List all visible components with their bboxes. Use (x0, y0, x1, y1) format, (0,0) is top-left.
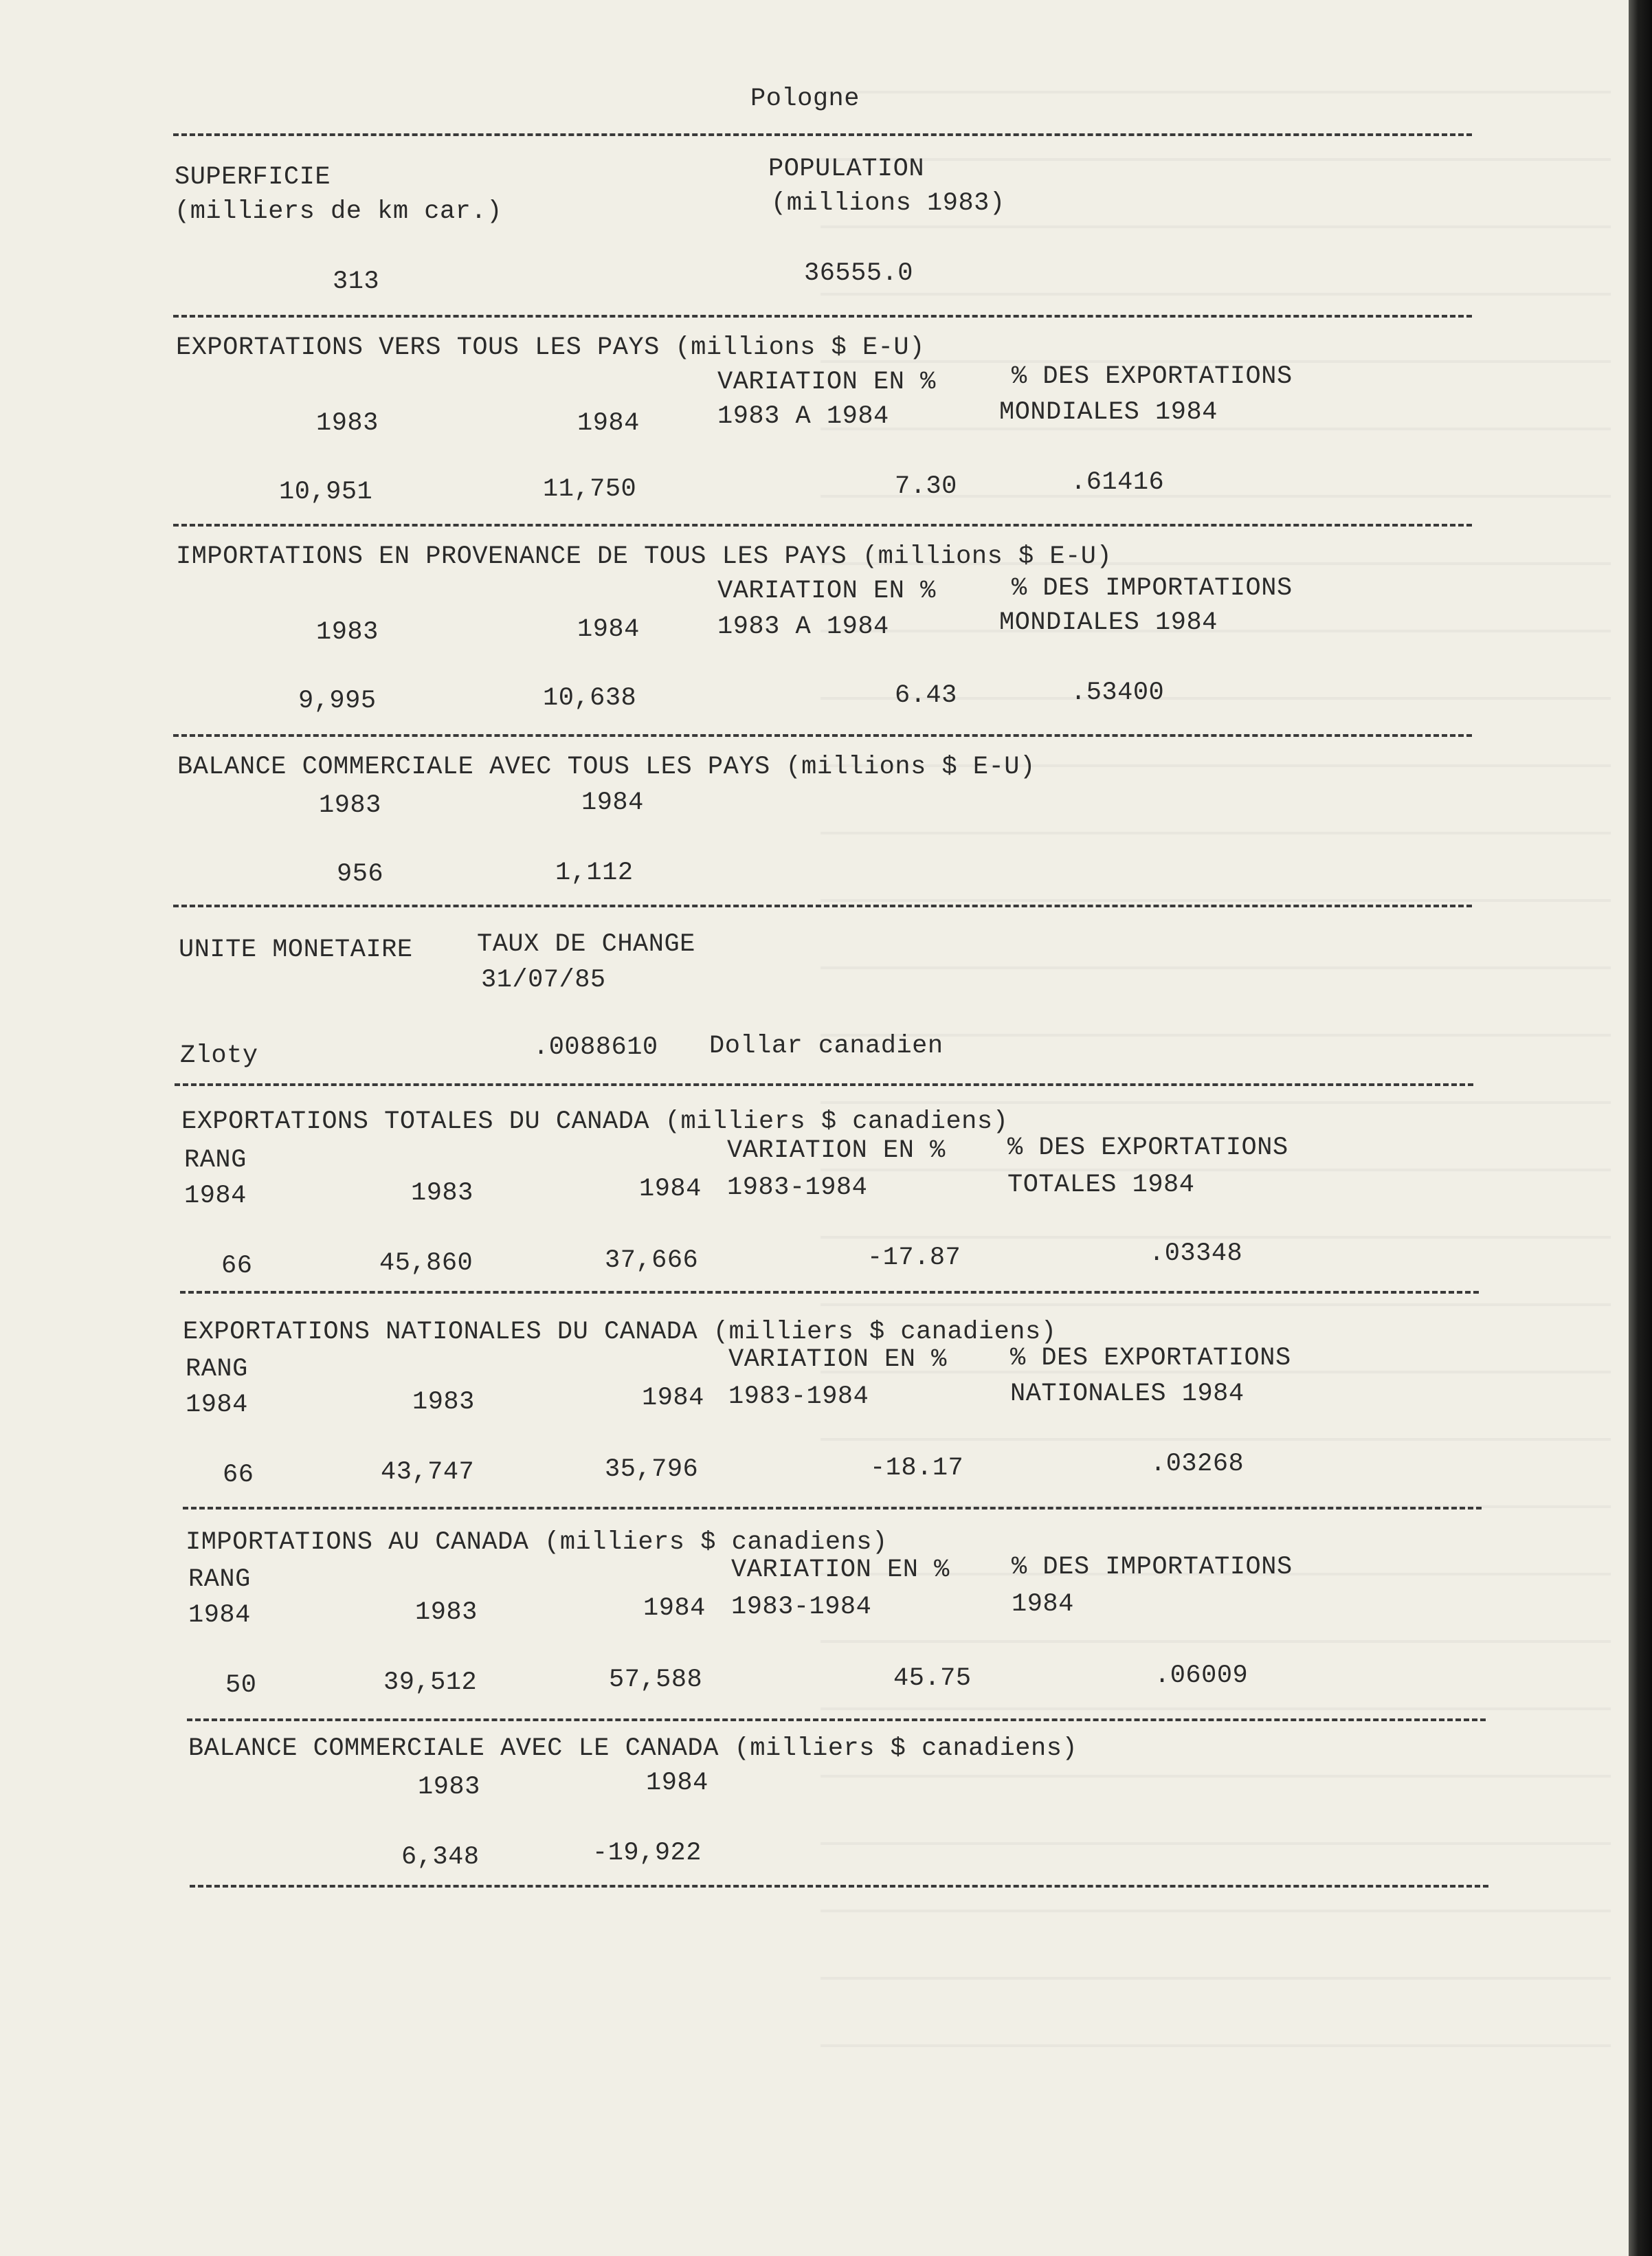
divider (175, 1083, 1473, 1086)
world-balance-year-1983-header: 1983 (319, 791, 381, 820)
canada-national-exports-rank-header: RANG (186, 1355, 248, 1384)
world-exports-year-1983-header: 1983 (316, 409, 379, 438)
canada-national-exports-rank-value: 66 (223, 1461, 254, 1490)
world-balance-1983-value: 956 (337, 860, 384, 889)
divider (173, 133, 1472, 136)
currency-unit-header: UNITE MONETAIRE (179, 936, 413, 964)
canada-balance-1983-value: 6,348 (401, 1843, 480, 1872)
divider (183, 1507, 1482, 1509)
world-balance-title: BALANCE COMMERCIALE AVEC TOUS LES PAYS (millions $ E-U) (177, 753, 1036, 782)
world-exports-variation-header: VARIATION EN % (717, 368, 936, 397)
world-exports-period-header: 1983 A 1984 (717, 402, 889, 431)
canada-imports-variation-value: 45.75 (893, 1664, 972, 1693)
canada-balance-year-1984-header: 1984 (646, 1769, 708, 1798)
divider (173, 524, 1472, 527)
canada-total-exports-variation-value: -17.87 (867, 1243, 961, 1272)
canada-national-exports-period-header: 1983-1984 (728, 1382, 869, 1411)
canada-total-exports-year-1984-header: 1984 (639, 1175, 702, 1204)
world-imports-1983-value: 9,995 (298, 687, 377, 716)
canada-national-exports-year-1983-header: 1983 (412, 1388, 475, 1417)
canada-imports-share-header-2: 1984 (1012, 1590, 1074, 1619)
world-imports-year-1984-header: 1984 (577, 615, 640, 644)
canada-imports-rank-year-header: 1984 (188, 1601, 251, 1630)
canada-national-exports-share-header: % DES EXPORTATIONS (1010, 1344, 1291, 1373)
canada-national-exports-rank-year-header: 1984 (186, 1391, 248, 1419)
world-exports-variation-value: 7.30 (895, 472, 957, 501)
binding-edge-shadow (1629, 0, 1652, 2256)
area-unit: (milliers de km car.) (175, 197, 502, 226)
canada-imports-title: IMPORTATIONS AU CANADA (milliers $ canadiens) (186, 1528, 888, 1557)
exchange-rate-reference: Dollar canadien (709, 1032, 944, 1061)
canada-balance-year-1983-header: 1983 (418, 1773, 480, 1802)
canada-imports-rank-value: 50 (225, 1671, 257, 1700)
canada-total-exports-share-header-2: TOTALES 1984 (1007, 1171, 1195, 1199)
world-imports-variation-header: VARIATION EN % (717, 577, 936, 606)
canada-total-exports-rank-year-header: 1984 (184, 1182, 247, 1210)
world-exports-title: EXPORTATIONS VERS TOUS LES PAYS (millions $ E-U) (176, 333, 925, 362)
canada-imports-rank-header: RANG (188, 1565, 251, 1594)
world-imports-year-1983-header: 1983 (316, 618, 379, 647)
canada-total-exports-rank-header: RANG (184, 1146, 247, 1175)
canada-imports-period-header: 1983-1984 (731, 1593, 872, 1622)
canada-national-exports-year-1984-header: 1984 (642, 1384, 704, 1413)
divider (173, 734, 1472, 737)
canada-national-exports-share-value: .03268 (1150, 1450, 1244, 1479)
canada-imports-1983-value: 39,512 (383, 1668, 478, 1697)
canada-total-exports-variation-header: VARIATION EN % (727, 1136, 946, 1165)
population-label: POPULATION (768, 155, 925, 184)
canada-national-exports-1984-value: 35,796 (605, 1455, 699, 1484)
canada-national-exports-share-header-2: NATIONALES 1984 (1010, 1380, 1244, 1408)
world-imports-title: IMPORTATIONS EN PROVENANCE DE TOUS LES PAYS (millions $ E-U) (176, 542, 1113, 571)
canada-balance-title: BALANCE COMMERCIALE AVEC LE CANADA (milliers $ canadiens) (188, 1734, 1078, 1763)
divider (180, 1291, 1479, 1294)
world-exports-share-header-2: MONDIALES 1984 (999, 398, 1218, 427)
world-balance-year-1984-header: 1984 (581, 788, 644, 817)
divider (190, 1885, 1488, 1888)
currency-unit-value: Zloty (180, 1041, 258, 1070)
canada-national-exports-1983-value: 43,747 (381, 1458, 475, 1487)
world-imports-share-value: .53400 (1071, 678, 1165, 707)
canada-total-exports-share-value: .03348 (1149, 1239, 1243, 1268)
world-imports-1984-value: 10,638 (543, 684, 637, 713)
canada-total-exports-title: EXPORTATIONS TOTALES DU CANADA (milliers $ canadiens) (181, 1107, 1009, 1136)
exchange-rate-date: 31/07/85 (481, 966, 606, 995)
canada-national-exports-variation-header: VARIATION EN % (728, 1345, 947, 1374)
divider (173, 315, 1472, 318)
canada-total-exports-1984-value: 37,666 (605, 1246, 699, 1275)
canada-imports-variation-header: VARIATION EN % (731, 1556, 950, 1584)
world-balance-1984-value: 1,112 (555, 859, 634, 887)
exchange-rate-value: .0088610 (533, 1033, 658, 1062)
canada-national-exports-title: EXPORTATIONS NATIONALES DU CANADA (milliers $ canadiens) (183, 1318, 1057, 1347)
world-imports-period-header: 1983 A 1984 (717, 612, 889, 641)
divider (187, 1718, 1486, 1721)
canada-national-exports-variation-value: -18.17 (870, 1454, 964, 1483)
world-exports-year-1984-header: 1984 (577, 409, 640, 438)
world-imports-variation-value: 6.43 (895, 681, 957, 710)
canada-balance-1984-value: -19,922 (592, 1839, 702, 1868)
world-exports-share-header: % DES EXPORTATIONS (1012, 362, 1293, 391)
canada-total-exports-period-header: 1983-1984 (727, 1173, 868, 1202)
area-value: 313 (333, 267, 380, 296)
world-exports-share-value: .61416 (1071, 468, 1165, 497)
canada-imports-share-header: % DES IMPORTATIONS (1012, 1553, 1293, 1582)
population-unit: (millions 1983) (771, 189, 1005, 218)
exchange-rate-header: TAUX DE CHANGE (477, 930, 695, 959)
world-exports-1983-value: 10,951 (279, 478, 373, 507)
canada-total-exports-year-1983-header: 1983 (411, 1179, 473, 1208)
world-imports-share-header: % DES IMPORTATIONS (1012, 574, 1293, 603)
population-value: 36555.0 (804, 259, 913, 288)
canada-imports-year-1984-header: 1984 (643, 1594, 706, 1623)
world-exports-1984-value: 11,750 (543, 475, 637, 504)
canada-total-exports-share-header: % DES EXPORTATIONS (1007, 1133, 1288, 1162)
canada-imports-share-value: .06009 (1154, 1661, 1249, 1690)
canada-imports-1984-value: 57,588 (609, 1666, 703, 1694)
canada-total-exports-1983-value: 45,860 (379, 1249, 473, 1278)
divider (173, 905, 1472, 907)
canada-imports-year-1983-header: 1983 (415, 1598, 478, 1627)
world-imports-share-header-2: MONDIALES 1984 (999, 608, 1218, 637)
country-title: Pologne (750, 85, 860, 113)
area-label: SUPERFICIE (175, 163, 331, 192)
canada-total-exports-rank-value: 66 (221, 1252, 253, 1281)
